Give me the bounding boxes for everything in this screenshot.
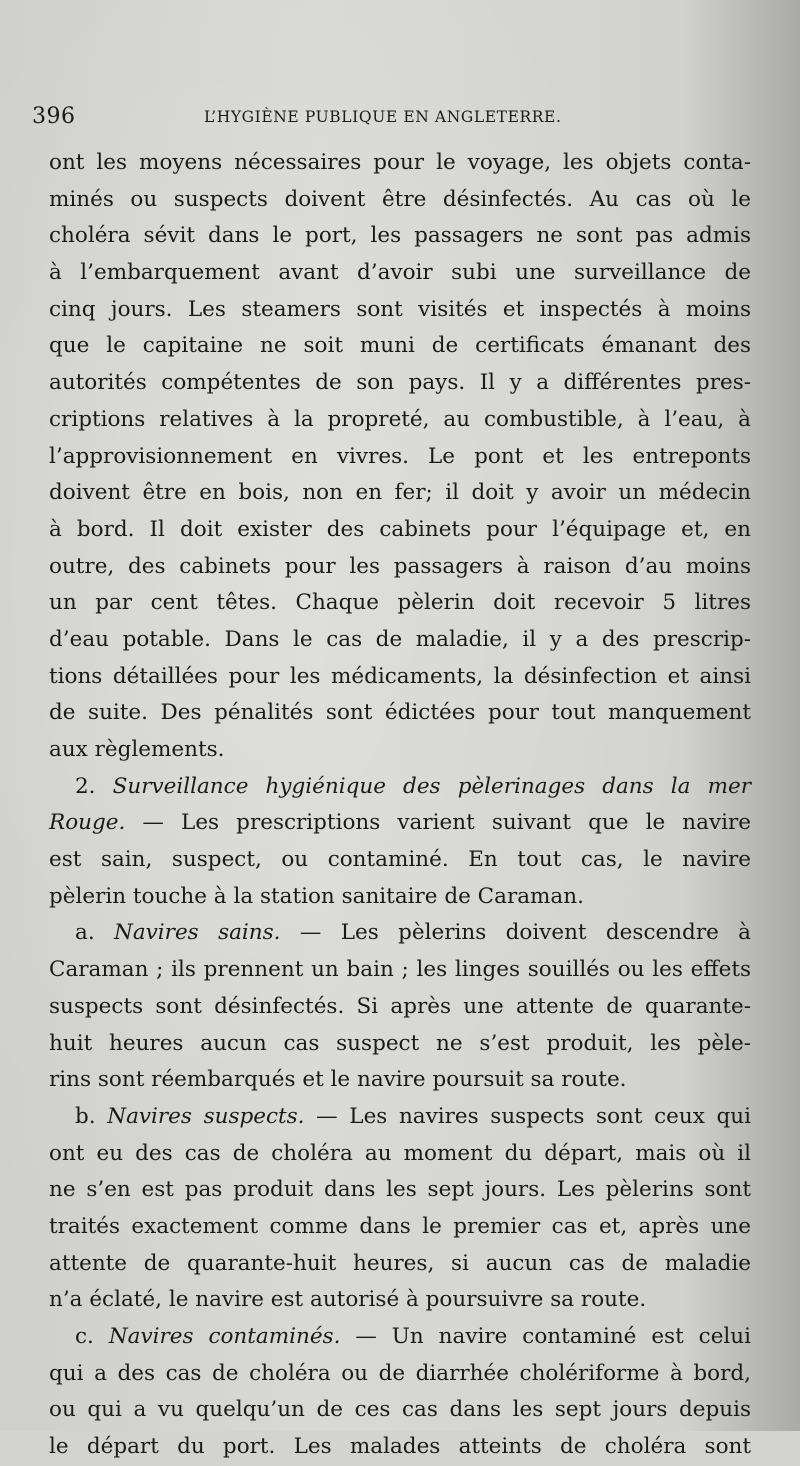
text-line: criptions relatives à la propreté, au combustible, à l’eau, à (49, 406, 751, 432)
text-line: suspects sont désinfectés. Si après une attente de quarante- (49, 993, 751, 1019)
section-a-title: Navires sains. (114, 920, 281, 946)
section-c-heading-line (49, 1319, 751, 1356)
section-2-title-end: Rouge. (49, 810, 126, 836)
text-line: à bord. Il doit exister des cabinets pour l’équipage et, en (49, 516, 751, 542)
section-2-heading-line (49, 769, 751, 806)
text-line: huit heures aucun cas suspect ne s’est produit, les pèle- (49, 1030, 751, 1056)
section-b-text: — Les navires suspects sont ceux qui (304, 1103, 751, 1129)
section-a-letter: a. (75, 920, 95, 946)
text-line: d’eau potable. Dans le cas de maladie, il y a des prescrip- (49, 626, 751, 652)
text-line: pèlerin touche à la station sanitaire de Caraman. (49, 883, 584, 909)
section-2-number: 2. (75, 773, 96, 799)
text-line: attente de quarante-huit heures, si aucun cas de maladie (49, 1250, 751, 1276)
text-line: Caraman ; ils prennent un bain ; les linges souillés ou les effets (49, 957, 751, 983)
text-line: est sain, suspect, ou contaminé. En tout cas, le navire (49, 847, 751, 873)
page-header (32, 104, 762, 134)
section-a-text: — Les pèlerins doivent descendre à (280, 920, 751, 946)
text-line: ont eu des cas de choléra au moment du départ, mais où il (49, 1140, 751, 1166)
text-line: rins sont réembarqués et le navire poursuit sa route. (49, 1067, 627, 1093)
section-2-heading-line-2 (49, 805, 751, 842)
text-line: traités exactement comme dans le premier cas et, après une (49, 1213, 751, 1239)
section-c-letter: c. (75, 1324, 94, 1349)
text-line: ou qui a vu quelqu’un de ces cas dans les sept jours depuis (49, 1397, 751, 1423)
text-line: outre, des cabinets pour les passagers à raison d’au moins (49, 553, 751, 579)
section-2-text: — Les prescriptions varient suivant que le navire (125, 810, 751, 836)
text-line: ne s’en est pas produit dans les sept jours. Les pèlerins sont (49, 1177, 751, 1203)
text-line: doivent être en bois, non en fer; il doit y avoir un médecin (49, 480, 751, 506)
text-line: qui a des cas de choléra ou de diarrhée cholériforme à bord, (49, 1360, 751, 1386)
page-body (49, 145, 751, 1466)
text-line: choléra sévit dans le port, les passagers ne sont pas admis (49, 223, 751, 249)
text-line: tions détaillées pour les médicaments, la désinfection et ainsi (49, 663, 751, 689)
text-line: ont les moyens nécessaires pour le voyage, les objets conta- (49, 150, 751, 175)
section-b-letter: b. (75, 1103, 96, 1129)
section-b-heading-line (49, 1099, 751, 1136)
text-line: que le capitaine ne soit muni de certificats émanant des (49, 333, 751, 359)
text-line: cinq jours. Les steamers sont visités et inspectés à moins (49, 296, 751, 322)
section-2-title: Surveillance hygiénique des pèlerinages dans la mer (112, 773, 751, 799)
section-c-title: Navires contaminés. (108, 1324, 341, 1349)
section-b-title: Navires suspects. (107, 1103, 305, 1129)
text-line: le départ du port. Les malades atteints de choléra sont (49, 1434, 751, 1460)
text-line: minés ou suspects doivent être désinfectés. Au cas où le (49, 186, 751, 212)
text-line: l’approvisionnement en vivres. Le pont et les entreponts (49, 443, 751, 469)
text-line: un par cent têtes. Chaque pèlerin doit recevoir 5 litres (49, 590, 751, 616)
section-a-heading-line (49, 915, 751, 952)
section-c-text: — Un navire contaminé est celui (340, 1324, 752, 1349)
page-number: 396 (32, 104, 76, 129)
text-line: de suite. Des pénalités sont édictées pour tout manquement (49, 700, 751, 726)
text-line: n’a éclaté, le navire est autorisé à poursuivre sa route. (49, 1287, 647, 1313)
text-line: autorités compétentes de son pays. Il y a différentes pres- (49, 370, 751, 396)
text-line: à l’embarquement avant d’avoir subi une surveillance de (49, 260, 751, 286)
running-title: L’HYGIÈNE PUBLIQUE EN ANGLETERRE. (204, 108, 562, 126)
text-line: aux règlements. (49, 737, 225, 762)
